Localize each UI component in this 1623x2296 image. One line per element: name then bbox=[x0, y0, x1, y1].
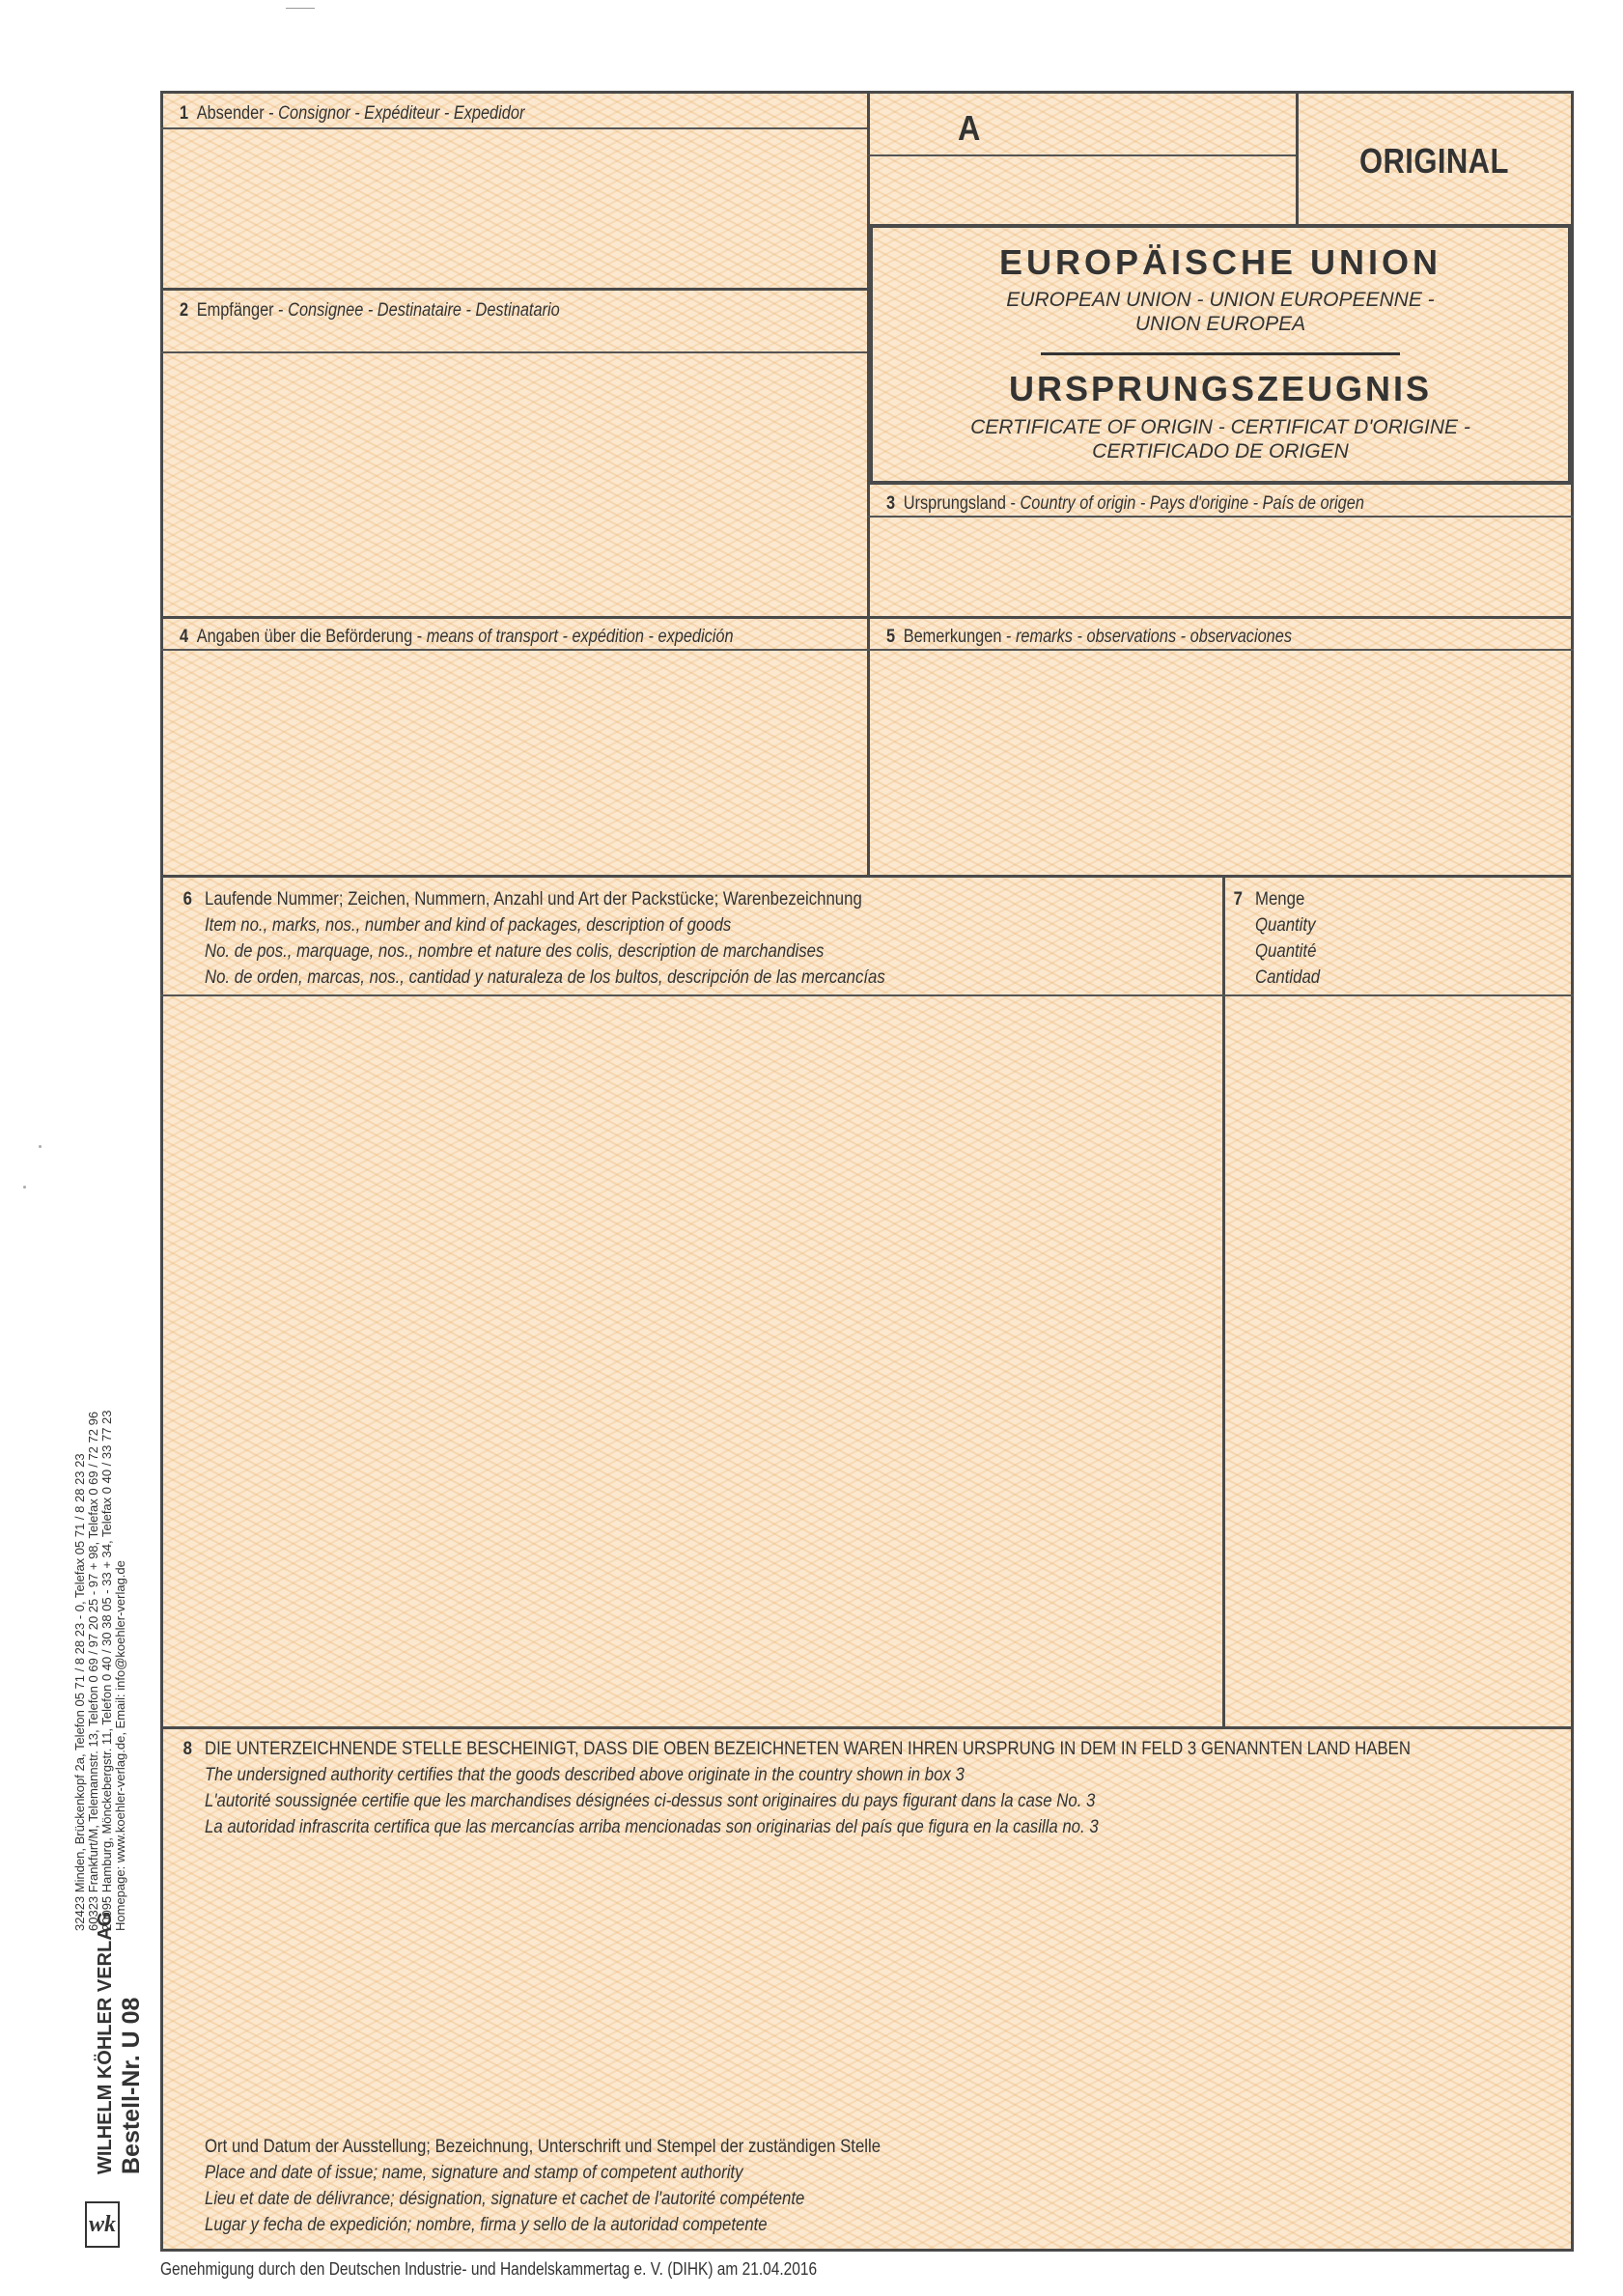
box5-translations: remarks - observations - observaciones bbox=[1015, 627, 1293, 647]
box8-label bbox=[182, 1736, 1411, 1840]
box7-label bbox=[1233, 886, 1321, 991]
box3-number: 3 bbox=[886, 493, 896, 514]
box3-label: 3 Ursprungsland - Country of origin - Pays d'origine - País de origen bbox=[886, 493, 1364, 514]
divider-row-4-5 bbox=[160, 616, 1574, 619]
box4-title: Angaben über die Beförderung bbox=[196, 627, 413, 647]
certificate-title: URSPRUNGSZEUGNIS bbox=[1008, 369, 1433, 408]
box2-header-line bbox=[160, 351, 867, 353]
scan-dot bbox=[23, 1186, 26, 1189]
box4-translations: means of transport - expédition - expedición bbox=[426, 627, 734, 647]
box1-number: 1 bbox=[180, 103, 189, 124]
divider-box8 bbox=[160, 1726, 1574, 1729]
box2-number: 2 bbox=[180, 300, 189, 321]
scan-dot bbox=[39, 1145, 42, 1148]
box3-header-line bbox=[867, 516, 1574, 518]
box7-line-fr: Quantité bbox=[1255, 940, 1317, 962]
box3-title: Ursprungsland bbox=[903, 493, 1006, 514]
box6-line-fr: No. de pos., marquage, nos., nombre et nature des colis, description de marchandises bbox=[205, 940, 825, 962]
box8-line-de: DIE UNTERZEICHNENDE STELLE BESCHEINIGT, DASS DIE OBEN BEZEICHNETEN WAREN IHREN URSPRUNG IN DEM IN FELD 3 GENANNTEN LAND HABEN bbox=[205, 1738, 1411, 1759]
page-edge-mark bbox=[286, 8, 315, 9]
box4-number: 4 bbox=[180, 627, 189, 647]
box5-label: 5 Bemerkungen - remarks - observations - observaciones bbox=[886, 627, 1293, 647]
box1-title: Absender bbox=[196, 103, 265, 124]
box8-line-es: La autoridad infrascrita certifica que las mercancías arriba mencionadas son originarias del país que figura en la casilla no. 3 bbox=[205, 1816, 1099, 1837]
box7-line-de: Menge bbox=[1255, 888, 1305, 910]
box5-title: Bemerkungen bbox=[903, 627, 1002, 647]
publisher-addresses bbox=[73, 1410, 127, 1931]
publisher-logo: wk bbox=[85, 2201, 120, 2248]
divider-row-6-7 bbox=[160, 875, 1574, 878]
publisher-name: WILHELM KÖHLER VERLAG bbox=[95, 1911, 116, 2174]
box3-translations: Country of origin - Pays d'origine - País de origen bbox=[1020, 493, 1364, 514]
box6-line-es: No. de orden, marcas, nos., cantidad y naturaleza de los bultos, descripción de las mercancías bbox=[205, 966, 885, 988]
box8-place-date-label bbox=[205, 2134, 881, 2238]
place-line-de: Ort und Datum der Ausstellung; Bezeichnung, Unterschrift und Stempel der zuständigen Stelle bbox=[205, 2136, 881, 2157]
box2-translations: Consignee - Destinataire - Destinatario bbox=[288, 300, 560, 321]
box1-translations: Consignor - Expéditeur - Expedidor bbox=[278, 103, 525, 124]
box4-label: 4 Angaben über die Beförderung - means of transport - expédition - expedición bbox=[180, 627, 734, 647]
union-subtitle-2: UNION EUROPEA bbox=[1134, 313, 1306, 335]
form-letter: A bbox=[958, 108, 981, 148]
certificate-subtitle-2: CERTIFICADO DE ORIGEN bbox=[1092, 440, 1349, 462]
address-minden: 32423 Minden, Brückenkopf 2a, Telefon 05 71 / 8 28 23 - 0, Telefax 05 71 / 8 28 23 23 bbox=[72, 1453, 87, 1931]
copy-type-label: ORIGINAL bbox=[1359, 141, 1509, 181]
union-title: EUROPÄISCHE UNION bbox=[998, 242, 1442, 282]
box6-label bbox=[182, 886, 885, 991]
box8-line-fr: L'autorité soussignée certifie que les marchandises désignées ci-dessus sont originaires du pays figurant dans la case No. 3 bbox=[205, 1790, 1096, 1811]
place-line-fr: Lieu et date de délivrance; désignation, signature et cachet de l'autorité compétente bbox=[205, 2188, 805, 2209]
box1-header-line bbox=[160, 127, 867, 129]
box6-line-en: Item no., marks, nos., number and kind of packages, description of goods bbox=[205, 914, 732, 936]
divider-box1-box2 bbox=[160, 288, 867, 291]
box2-title: Empfänger bbox=[196, 300, 274, 321]
box2-label: 2 Empfänger - Consignee - Destinataire - Destinatario bbox=[180, 300, 560, 321]
order-number: Bestell-Nr. U 08 bbox=[118, 1997, 145, 2174]
box5-number: 5 bbox=[886, 627, 896, 647]
certificate-subtitle-1: CERTIFICATE OF ORIGIN - CERTIFICAT D'ORIGINE - bbox=[970, 416, 1470, 438]
address-hamburg: 20095 Hamburg, Mönckebergstr. 11, Telefon 0 40 / 30 38 05 - 33 + 34, Telefax 0 40 / 33 77 23 bbox=[99, 1410, 114, 1931]
divider-a-original bbox=[1296, 91, 1299, 224]
box4-5-header-line bbox=[160, 649, 1574, 651]
box8-number: 8 bbox=[182, 1738, 192, 1759]
box1-label: 1 Absender - Consignor - Expéditeur - Expedidor bbox=[180, 103, 525, 124]
divider-box6-box7 bbox=[1222, 875, 1225, 1726]
box7-line-es: Cantidad bbox=[1255, 966, 1321, 988]
box6-header-line bbox=[160, 994, 1574, 996]
place-line-es: Lugar y fecha de expedición; nombre, firma y sello de la autoridad competente bbox=[205, 2214, 768, 2235]
header-rule bbox=[1041, 352, 1400, 355]
address-web: Homepage: www.koehler-verlag.de, Email: info@koehler-verlag.de bbox=[113, 1560, 127, 1931]
box6-line-de: Laufende Nummer; Zeichen, Nummern, Anzahl und Art der Packstücke; Warenbezeichnung bbox=[205, 888, 862, 910]
approval-footer: Genehmigung durch den Deutschen Industrie- und Handelskammertag e. V. (DIHK) am 21.04.2016 bbox=[160, 2259, 818, 2279]
box7-line-en: Quantity bbox=[1255, 914, 1316, 936]
box7-number: 7 bbox=[1233, 888, 1243, 910]
address-frankfurt: 60323 Frankfurt/M, Telemannstr. 13, Telefon 0 69 / 97 20 25 - 97 + 98, Telefax 0 69 / 72 72 96 bbox=[86, 1411, 100, 1931]
box6-number: 6 bbox=[182, 888, 192, 910]
union-subtitle-1: EUROPEAN UNION - UNION EUROPEENNE - bbox=[1006, 289, 1435, 311]
box8-line-en: The undersigned authority certifies that the goods described above originate in the country shown in box 3 bbox=[205, 1764, 965, 1785]
place-line-en: Place and date of issue; name, signature and stamp of competent authority bbox=[205, 2162, 743, 2183]
divider-a-box bbox=[867, 154, 1296, 156]
